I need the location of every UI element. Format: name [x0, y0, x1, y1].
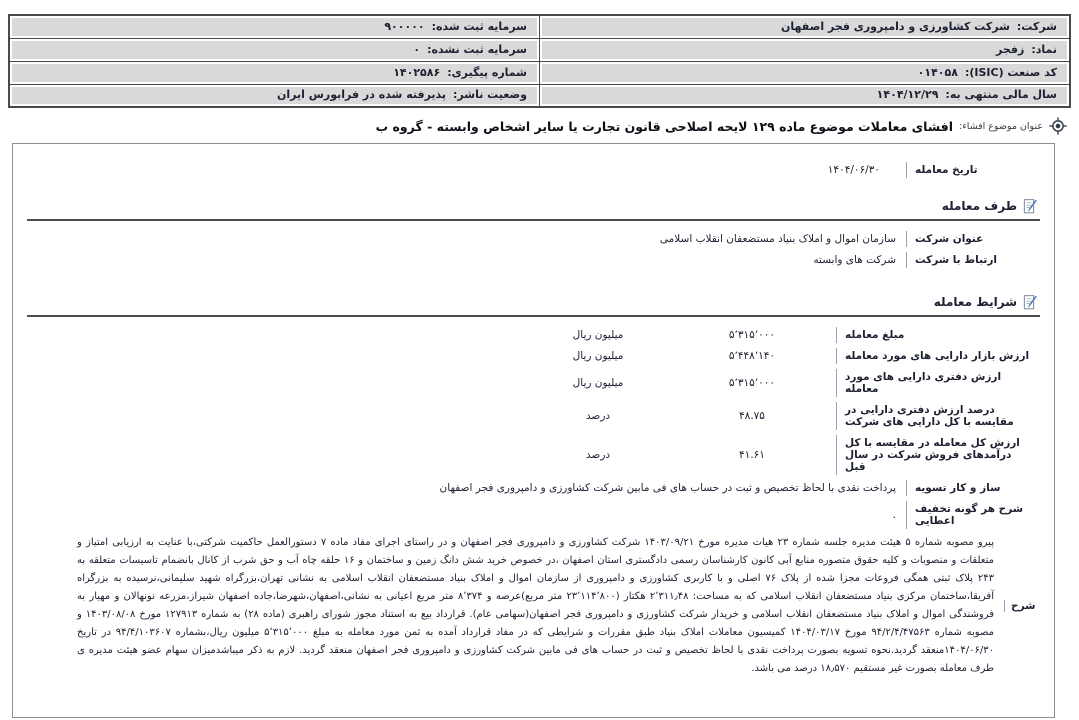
field-label: سرمایه ثبت شده:: [431, 19, 527, 33]
subject-prefix-label: عنوان موضوع افشاء:: [959, 120, 1043, 132]
total-vs-revenue-percent-row: [29, 435, 1038, 475]
market-value-row: [29, 348, 1038, 364]
field-label: عنوان شرکت: [906, 231, 1038, 247]
field-unit: میلیون ریال: [572, 350, 624, 362]
table-row: [9, 15, 1070, 38]
field-value: ۱۴۰۲۵۸۶: [393, 65, 441, 79]
section-terms-header: [29, 294, 1038, 310]
table-row: [9, 84, 1070, 107]
field-value: شرکت کشاورزی و دامپروری فجر اصفهان: [781, 19, 1010, 33]
field-value: ۵٬۳۱۵٬۰۰۰: [728, 329, 776, 341]
field-value: .: [892, 509, 896, 521]
disclosure-subject: [0, 117, 1067, 135]
field-value: ۴۸.۷۵: [739, 410, 765, 422]
field-label: شرکت:: [1016, 19, 1057, 33]
table-row: [9, 61, 1070, 84]
unregistered-capital-cell: [9, 38, 540, 61]
edit-note-icon: [1022, 198, 1038, 214]
fiscal-year-end-cell: [540, 84, 1071, 107]
field-label: کد صنعت (ISIC):: [964, 65, 1057, 79]
field-value: شرکت های وابسته: [813, 254, 896, 266]
field-value: ۰: [413, 42, 421, 56]
amount-row: [29, 327, 1038, 343]
discount-row: [29, 501, 1038, 529]
counterparty-name-row: [29, 231, 1038, 247]
transaction-date-label: تاریخ معامله: [906, 162, 1038, 178]
disclosure-page: [0, 14, 1079, 718]
field-label: شماره پیگیری:: [447, 65, 527, 79]
field-value: زفجر: [996, 42, 1025, 56]
settlement-row: [29, 480, 1038, 496]
issuer-status-cell: [9, 84, 540, 107]
field-label: مبلغ معامله: [836, 327, 1038, 343]
company-name-cell: [540, 15, 1071, 38]
disclosure-body: [12, 143, 1055, 718]
transaction-date-value: ۱۴۰۴/۰۶/۳۰: [827, 164, 880, 176]
field-label: ارزش دفتری دارایی های مورد معامله: [836, 369, 1038, 397]
field-unit: میلیون ریال: [572, 377, 624, 389]
field-label: ارزش بازار دارایی های مورد معامله: [836, 348, 1038, 364]
description-row: [29, 534, 1038, 678]
field-value: ۰۱۴۰۵۸: [917, 65, 958, 79]
field-label: شرح هر گونه تخفیف اعطایی: [906, 501, 1038, 529]
field-label: شرح: [1004, 600, 1038, 612]
section-title: طرف معامله: [941, 199, 1017, 213]
field-unit: درصد: [585, 410, 611, 422]
registered-capital-cell: [9, 15, 540, 38]
target-bullet-icon: [1049, 117, 1067, 135]
subject-title: افشای معاملات موضوع ماده ۱۲۹ لایحه اصلاحی قانون تجارت یا سایر اشخاص وابسته - گروه ب: [375, 118, 954, 134]
field-unit: میلیون ریال: [572, 329, 624, 341]
field-value: ۵٬۳۱۵٬۰۰۰: [728, 377, 776, 389]
field-value: ۱۴۰۴/۱۲/۲۹: [876, 88, 939, 102]
field-label: وضعیت ناشر:: [453, 88, 527, 102]
ticker-symbol-cell: [540, 38, 1071, 61]
table-row: [9, 38, 1070, 61]
edit-note-icon: [1022, 294, 1038, 310]
field-label: ارتباط با شرکت: [906, 252, 1038, 268]
field-label: سرمایه ثبت نشده:: [427, 42, 527, 56]
field-value: پذیرفته شده در فرابورس ایران: [276, 88, 447, 102]
field-label: ساز و کار تسویه: [906, 480, 1038, 496]
field-label: نماد:: [1031, 42, 1057, 56]
transaction-date-row: [29, 162, 1038, 178]
counterparty-relation-row: [29, 252, 1038, 268]
divider: [27, 315, 1040, 317]
book-value-row: [29, 369, 1038, 397]
field-label: درصد ارزش دفتری دارایی در مقایسه با کل دارایی های شرکت: [836, 402, 1038, 430]
description-paragraph: پیرو مصوبه شماره ۵ هیئت مدیره جلسه شماره ۲۳ هیات مدیره مورخ ۱۴۰۳/۰۹/۲۱ شرکت کشاورزی و دامپروری فجر اصفهان و در راستای اجرای مفاد ماده ۷ دستورالعمل حاکمیت شرکتی،با عنایت به ارزیابی امتیاز و متعلقات و منصوبات و کلیه حقوق متصوره منابع آبی کانون کارشناسان رسمی دادگستری استان اصفهان ،در خصوص خرید شش دانگ زمین و ساختمان و ۱۶ حلقه چاه آب و حق شرب از کانال بانضمام تاسیسات متعلقه به ۲۴۳ پلاک ثبتی همگی فروعات مجزا شده از پلاک ۷۶ اصلی و با کاربری کشاورزی و دامپروری از سازمان اموال و املاک بنیاد مستضعفان انقلاب اسلامی به نشانی تهران،بزرگراه شهید سلیمانی،نرسیده به بزرگراه آفریقا،ساختمان مرکزی بنیاد مستضعفان انقلاب اسلامی که به مساحت: ۲٬۳۱۱٫۴۸ هکتار (۲۳٬۱۱۴٬۸۰۰ متر مربع)عرصه و ۸٬۳۷۴ متر مربع اعیانی به نشانی،اصفهان،شهرضا،جاده اصفهان شیراز،مزرعه نونهالان و مهیار به فروشندگی اموال و املاک بنیاد مستضعفان انقلاب اسلامی و خریدار شرکت کشاورزی و دامپروری فجر اصفهان(سهامی عام). قرارداد بیع به استناد مجوز شورای راهبری (ماده ۲۸) به شماره ۱۲۷۹۱۳ مورخ ۱۴۰۳/۰۸/۰۸ و مصوبه شماره ۹۴/۲/۴/۴۷۵۶۳ مورخ ۱۴۰۴/۰۳/۱۷ کمیسیون معاملات املاک بنیاد طبق مقررات و شرایطی که در مفاد قرارداد آمده به ثمن مورد معامله به مبلغ ۵٬۳۱۵٬۰۰۰ میلیون ریال،بشماره ۹۴/۴/۱۰۳۶۰۷ در تاریخ ۱۴۰۴/۰۶/۳۰منعقد گردید.نحوه تسویه بصورت پرداخت نقدی با لحاظ تخصیص و ثبت در حساب های فی مابین شرکت کشاورزی و دامپروری فجر اصفهان منعقد گردید. لازم به ذکر میباشدمیزان سهام عضو هیئت مدیره ی طرف معامله بصورت غیر مستقیم ۱۸٫۵۷۰ درصد می باشد.: [77, 537, 995, 674]
company-info-table: [8, 14, 1071, 108]
field-value: ۴۱.۶۱: [739, 449, 765, 461]
field-value: ۵٬۴۴۸٬۱۴۰: [728, 350, 776, 362]
field-label: سال مالی منتهی به:: [945, 88, 1057, 102]
tracking-number-cell: [9, 61, 540, 84]
section-counterparty-header: [29, 198, 1038, 214]
field-value: پرداخت نقدی با لحاظ تخصیص و ثبت در حساب های فی مابین شرکت کشاورزی و دامپروری فجر اصفهان: [439, 482, 896, 494]
field-label: ارزش کل معامله در مقایسه با کل درآمدهای فروش شرکت در سال قبل: [836, 435, 1038, 475]
isic-code-cell: [540, 61, 1071, 84]
field-value: سازمان اموال و املاک بنیاد مستضعفان انقلاب اسلامی: [659, 233, 896, 245]
section-title: شرایط معامله: [933, 295, 1017, 309]
book-value-percent-row: [29, 402, 1038, 430]
counterparty-rows: [29, 231, 1038, 268]
divider: [27, 219, 1040, 221]
field-unit: درصد: [585, 449, 611, 461]
terms-rows: [29, 327, 1038, 678]
field-value: ۹۰۰۰۰۰: [384, 19, 425, 33]
